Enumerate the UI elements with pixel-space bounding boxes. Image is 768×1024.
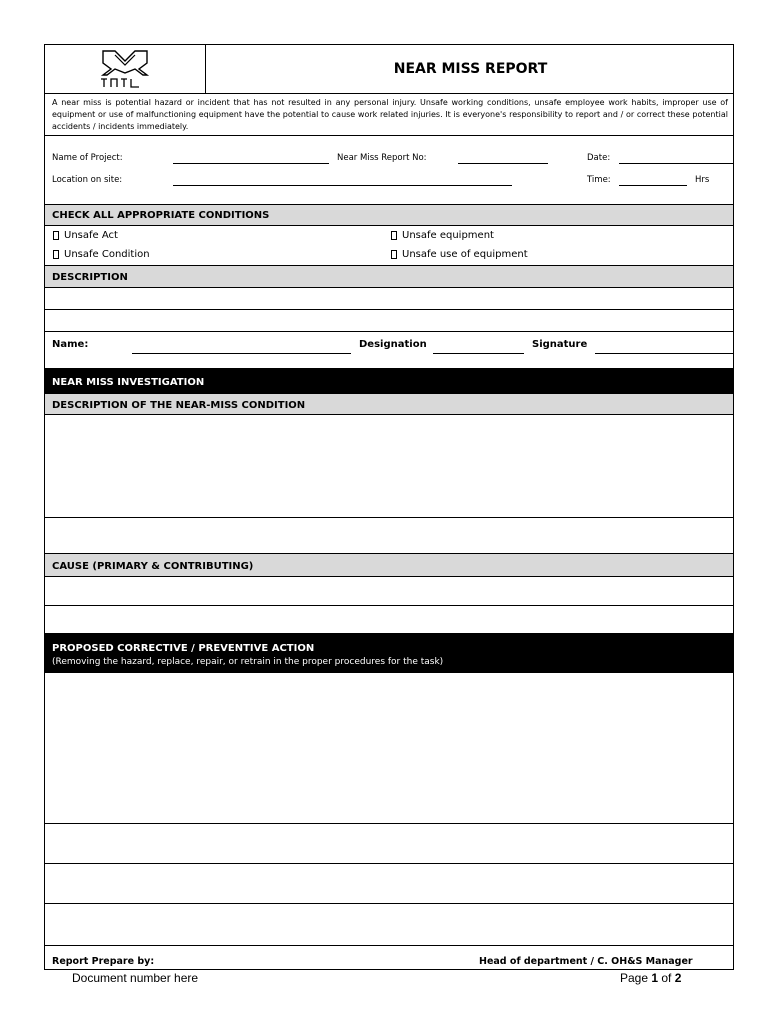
corrective-heading: PROPOSED CORRECTIVE / PREVENTIVE ACTION bbox=[52, 643, 315, 654]
corrective-textarea[interactable] bbox=[45, 673, 733, 823]
date-input[interactable] bbox=[619, 163, 733, 164]
near-miss-form bbox=[44, 44, 734, 970]
time-label: Time: bbox=[587, 175, 611, 185]
unsafe-equipment-label: Unsafe equipment bbox=[402, 230, 494, 241]
designation-input[interactable] bbox=[433, 353, 524, 354]
date-label: Date: bbox=[587, 153, 611, 163]
unsafe-act-option[interactable] bbox=[53, 230, 118, 241]
signature-label: Signature bbox=[532, 339, 588, 350]
page-current: 1 bbox=[651, 971, 659, 985]
page-total: 2 bbox=[674, 971, 682, 985]
designation-label: Designation bbox=[359, 339, 427, 350]
corrective-subheading: (Removing the hazard, replace, repair, or retrain in the proper procedures for the task) bbox=[52, 657, 444, 667]
conditions-heading: CHECK ALL APPROPRIATE CONDITIONS bbox=[52, 210, 270, 221]
logo-icon bbox=[45, 45, 206, 93]
condition-header bbox=[45, 393, 733, 415]
hrs-label: Hrs bbox=[695, 175, 710, 185]
report-no-label: Near Miss Report No: bbox=[337, 153, 427, 163]
page-indicator bbox=[620, 971, 681, 985]
unsafe-act-label: Unsafe Act bbox=[64, 230, 118, 241]
checkbox[interactable] bbox=[391, 250, 397, 259]
logo bbox=[45, 45, 206, 93]
checkbox[interactable] bbox=[391, 231, 397, 240]
page-prefix: Page bbox=[620, 971, 652, 985]
intro-text: A near miss is potential hazard or incident that has not resulted in any personal injury. Unsafe working conditions, unsafe employee work habits, improper use of equipment or use of malfunctioning equipment have the potential to cause work related injuries. It is everyone's responsibility to report and / or correct these potential accidents / incidents immediately. bbox=[52, 98, 728, 131]
cause-heading: CAUSE (PRIMARY & CONTRIBUTING) bbox=[52, 561, 254, 572]
report-title: NEAR MISS REPORT bbox=[393, 61, 548, 77]
unsafe-equipment-option[interactable] bbox=[391, 230, 494, 241]
cause-header bbox=[45, 553, 733, 577]
project-input[interactable] bbox=[173, 163, 329, 164]
report-no-input[interactable] bbox=[458, 163, 548, 164]
name-label: Name: bbox=[52, 339, 89, 350]
document-number: Document number here bbox=[72, 971, 199, 985]
conditions-header bbox=[45, 204, 733, 226]
unsafe-condition-option[interactable] bbox=[53, 249, 150, 260]
location-label: Location on site: bbox=[52, 175, 123, 185]
unsafe-condition-label: Unsafe Condition bbox=[64, 249, 150, 260]
checkbox[interactable] bbox=[53, 231, 59, 240]
condition-textarea[interactable] bbox=[45, 415, 733, 517]
condition-heading: DESCRIPTION OF THE NEAR-MISS CONDITION bbox=[52, 400, 306, 411]
location-input[interactable] bbox=[173, 185, 512, 186]
corrective-header bbox=[45, 633, 733, 673]
investigation-heading: NEAR MISS INVESTIGATION bbox=[52, 377, 205, 388]
page-of: of bbox=[658, 971, 675, 985]
unsafe-use-option[interactable] bbox=[391, 249, 528, 260]
signature-input[interactable] bbox=[595, 353, 733, 354]
project-label: Name of Project: bbox=[52, 153, 123, 163]
checkbox[interactable] bbox=[53, 250, 59, 259]
name-input[interactable] bbox=[132, 353, 351, 354]
investigation-header bbox=[45, 368, 733, 393]
description-heading: DESCRIPTION bbox=[52, 272, 128, 283]
unsafe-use-label: Unsafe use of equipment bbox=[402, 249, 528, 260]
prepared-by-label: Report Prepare by: bbox=[52, 956, 155, 967]
description-header bbox=[45, 265, 733, 288]
time-input[interactable] bbox=[619, 185, 687, 186]
head-of-department-label: Head of department / C. OH&S Manager bbox=[479, 956, 693, 967]
